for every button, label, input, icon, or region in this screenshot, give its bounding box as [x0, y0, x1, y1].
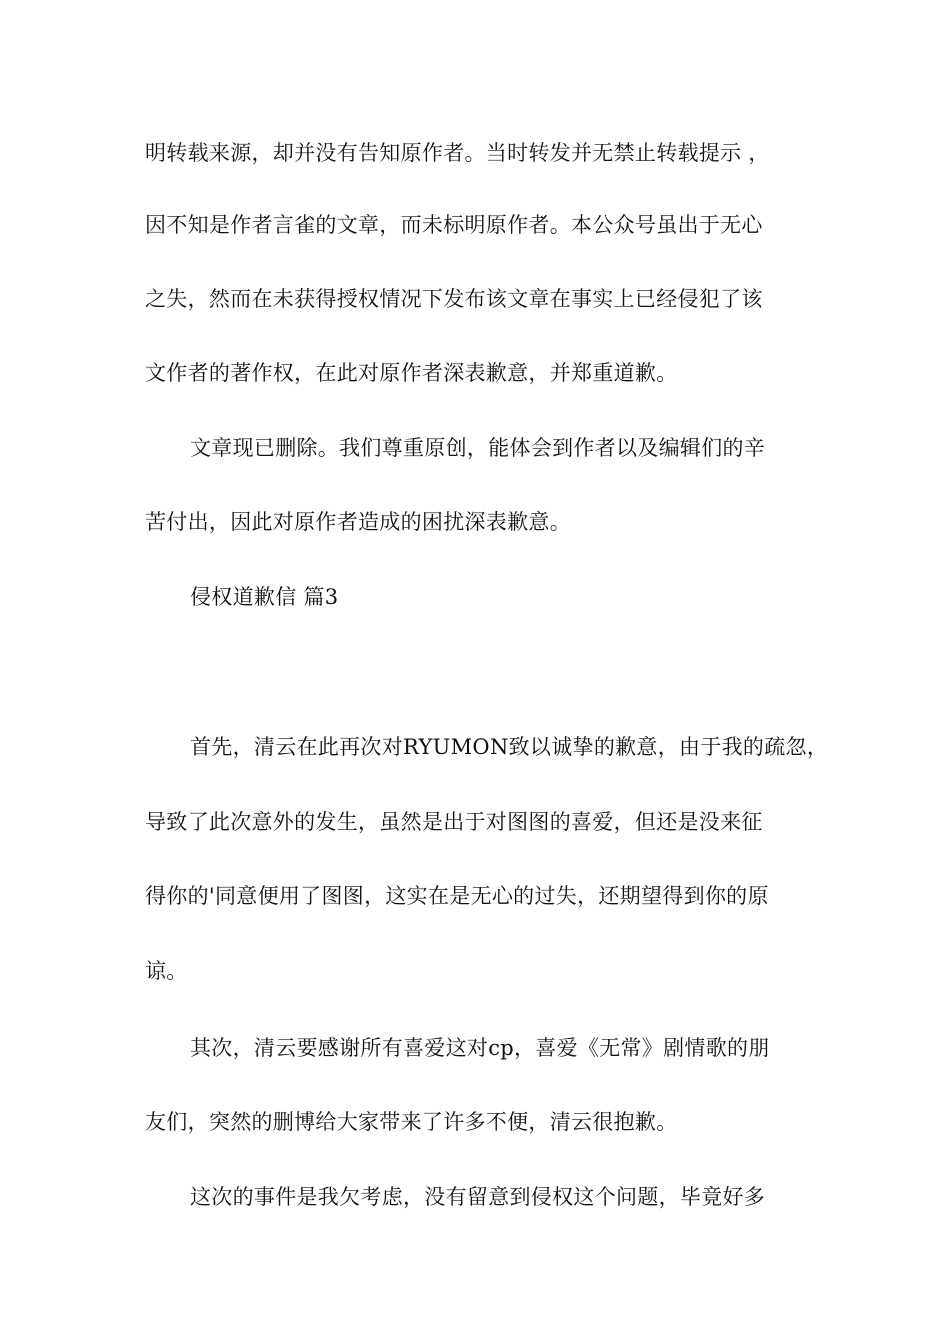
- paragraph-line: 谅。: [145, 959, 188, 983]
- paragraph-line: 这次的事件是我欠考虑，没有留意到侵权这个问题，毕竟好多: [190, 1185, 766, 1209]
- section-heading: 侵权道歉信 篇3: [190, 585, 339, 609]
- paragraph-line: 友们，突然的删博给大家带来了许多不便，清云很抱歉。: [145, 1110, 678, 1134]
- paragraph-line: 导致了此次意外的发生，虽然是出于对图图的喜爱，但还是没来征: [145, 810, 763, 834]
- paragraph-line: 苦付出，因此对原作者造成的困扰深表歉意。: [145, 510, 571, 534]
- paragraph-line: 文作者的著作权，在此对原作者深表歉意，并郑重道歉。: [145, 361, 678, 385]
- paragraph-line: 得你的'同意便用了图图，这实在是无心的过失，还期望得到你的原: [145, 884, 769, 908]
- paragraph-line: 因不知是作者言雀的文章，而未标明原作者。本公众号虽出于无心: [145, 213, 763, 237]
- paragraph-line: 之失，然而在未获得授权情况下发布该文章在事实上已经侵犯了该: [145, 287, 763, 311]
- paragraph-line: 其次，清云要感谢所有喜爱这对cp，喜爱《无常》剧情歌的朋: [190, 1036, 770, 1060]
- paragraph-line: 文章现已删除。我们尊重原创，能体会到作者以及编辑们的辛: [190, 436, 766, 460]
- paragraph-line: 明转载来源，却并没有告知原作者。当时转发并无禁止转载提示 ，: [145, 141, 770, 165]
- paragraph-line: 首先，清云在此再次对RYUMON致以诚挚的歉意，由于我的疏忽，: [190, 735, 829, 759]
